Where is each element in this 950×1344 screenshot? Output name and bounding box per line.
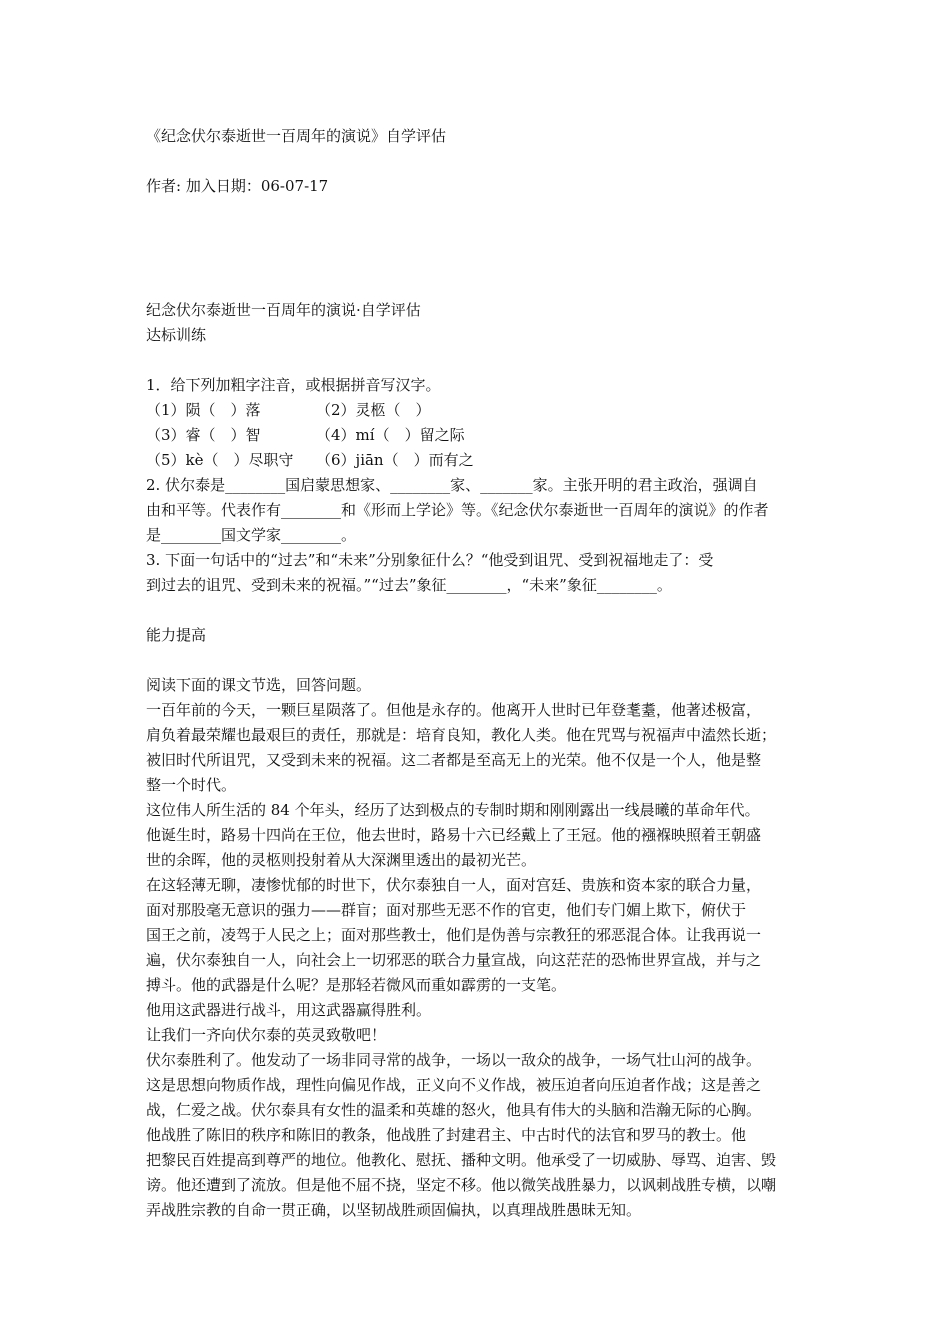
section-subtitle: 纪念伏尔泰逝世一百周年的演说·自学评估 [146, 301, 421, 319]
q1-item-6: （6）jiān（ ）而有之 [316, 451, 474, 469]
question-1-row [146, 398, 816, 423]
passage-line: 整一个时代。 [146, 776, 237, 794]
passage-line: 他用这武器进行战斗，用这武器赢得胜利。 [146, 1001, 432, 1019]
question-1-row [146, 423, 816, 448]
author-date-line: 作者: 加入日期：06-07-17 [146, 177, 329, 195]
q1-item-1: （1）陨（ ）落 [146, 401, 261, 419]
q1-item-2: （2）灵柩（ ） [316, 401, 431, 419]
passage-line: 搏斗。他的武器是什么呢？是那轻若微风而重如霹雳的一支笔。 [146, 976, 567, 994]
passage-line: 伏尔泰胜利了。他发动了一场非同寻常的战争，一场以一敌众的战争，一场气壮山河的战争。 [146, 1051, 762, 1069]
passage-line: 肩负着最荣耀也最艰巨的责任，那就是：培育良知，教化人类。他在咒骂与祝福声中溘然长逝； [146, 726, 777, 744]
question-1-stem: 1．给下列加粗字注音，或根据拼音写汉字。 [146, 376, 441, 394]
q1-item-3: （3）睿（ ）智 [146, 426, 261, 444]
passage-line: 他战胜了陈旧的秩序和陈旧的教条，他战胜了封建君主、中古时代的法官和罗马的教士。他 [146, 1126, 747, 1144]
passage-line: 遍，伏尔泰独自一人，向社会上一切邪恶的联合力量宣战，向这茫茫的恐怖世界宣战，并与之 [146, 951, 762, 969]
passage-line: 世的余晖，他的灵柩则投射着从大深渊里透出的最初光芒。 [146, 851, 537, 869]
passage-line: 国王之前，凌驾于人民之上；面对那些教士，他们是伪善与宗教狂的邪恶混合体。让我再说一 [146, 926, 762, 944]
passage-line: 在这轻薄无聊，凄惨忧郁的时世下，伏尔泰独自一人，面对宫廷、贵族和资本家的联合力量， [146, 876, 762, 894]
document-title: 《纪念伏尔泰逝世一百周年的演说》自学评估 [146, 127, 447, 145]
passage-line: 一百年前的今天，一颗巨星陨落了。但他是永存的。他离开人世时已年登耄耋，他著述极富， [146, 701, 762, 719]
question-2-line: 由和平等。代表作有________和《形而上学论》等。《纪念伏尔泰逝世一百周年的演说》的作者 [146, 501, 769, 519]
passage-line: 被旧时代所诅咒，又受到未来的祝福。这二者都是至高无上的光荣。他不仅是一个人，他是整 [146, 751, 762, 769]
question-3-line: 3. 下面一句话中的“过去”和“未来”分别象征什么？“他受到诅咒、受到祝福地走了：受 [146, 551, 714, 569]
section-heading-ability: 能力提高 [146, 626, 207, 644]
reading-passage [146, 673, 816, 1223]
question-1 [146, 373, 816, 473]
passage-line: 把黎民百姓提高到尊严的地位。他教化、慰抚、播种文明。他承受了一切威胁、辱骂、迫害、毁 [146, 1151, 777, 1169]
passage-line: 弄战胜宗教的自命一贯正确，以坚韧战胜顽固偏执，以真理战胜愚昧无知。 [146, 1201, 642, 1219]
section-heading-training: 达标训练 [146, 326, 207, 344]
passage-line: 这位伟人所生活的 84 个年头，经历了达到极点的专制时期和刚刚露出一线晨曦的革命年代。 [146, 801, 760, 819]
passage-line: 他诞生时，路易十四尚在王位，他去世时，路易十六已经戴上了王冠。他的襁褓映照着王朝盛 [146, 826, 762, 844]
question-2-line: 2. 伏尔泰是________国启蒙思想家、________家、_______家。主张开明的君主政治，强调自 [146, 476, 758, 494]
passage-line: 面对那股毫无意识的强力——群盲；面对那些无恶不作的官吏，他们专门媚上欺下，俯伏于 [146, 901, 747, 919]
question-1-row [146, 448, 816, 473]
question-2-line: 是________国文学家________。 [146, 526, 357, 544]
passage-line: 这是思想向物质作战，理性向偏见作战，正义向不义作战，被压迫者向压迫者作战；这是善之 [146, 1076, 762, 1094]
question-3 [146, 548, 816, 598]
question-3-line: 到过去的诅咒、受到未来的祝福。”“过去”象征________，“未来”象征________。 [146, 576, 672, 594]
q1-item-4: （4）mí（ ）留之际 [316, 426, 465, 444]
passage-line: 阅读下面的课文节选，回答问题。 [146, 676, 372, 694]
passage-line: 让我们一齐向伏尔泰的英灵致敬吧！ [146, 1026, 387, 1044]
question-2 [146, 473, 816, 548]
passage-line: 战，仁爱之战。伏尔泰具有女性的温柔和英雄的怒火，他具有伟大的头脑和浩瀚无际的心胸。 [146, 1101, 762, 1119]
passage-line: 谤。他还遭到了流放。但是他不屈不挠，坚定不移。他以微笑战胜暴力，以讽刺战胜专横，以嘲 [146, 1176, 777, 1194]
q1-item-5: （5）kè（ ）尽职守 [146, 451, 294, 469]
